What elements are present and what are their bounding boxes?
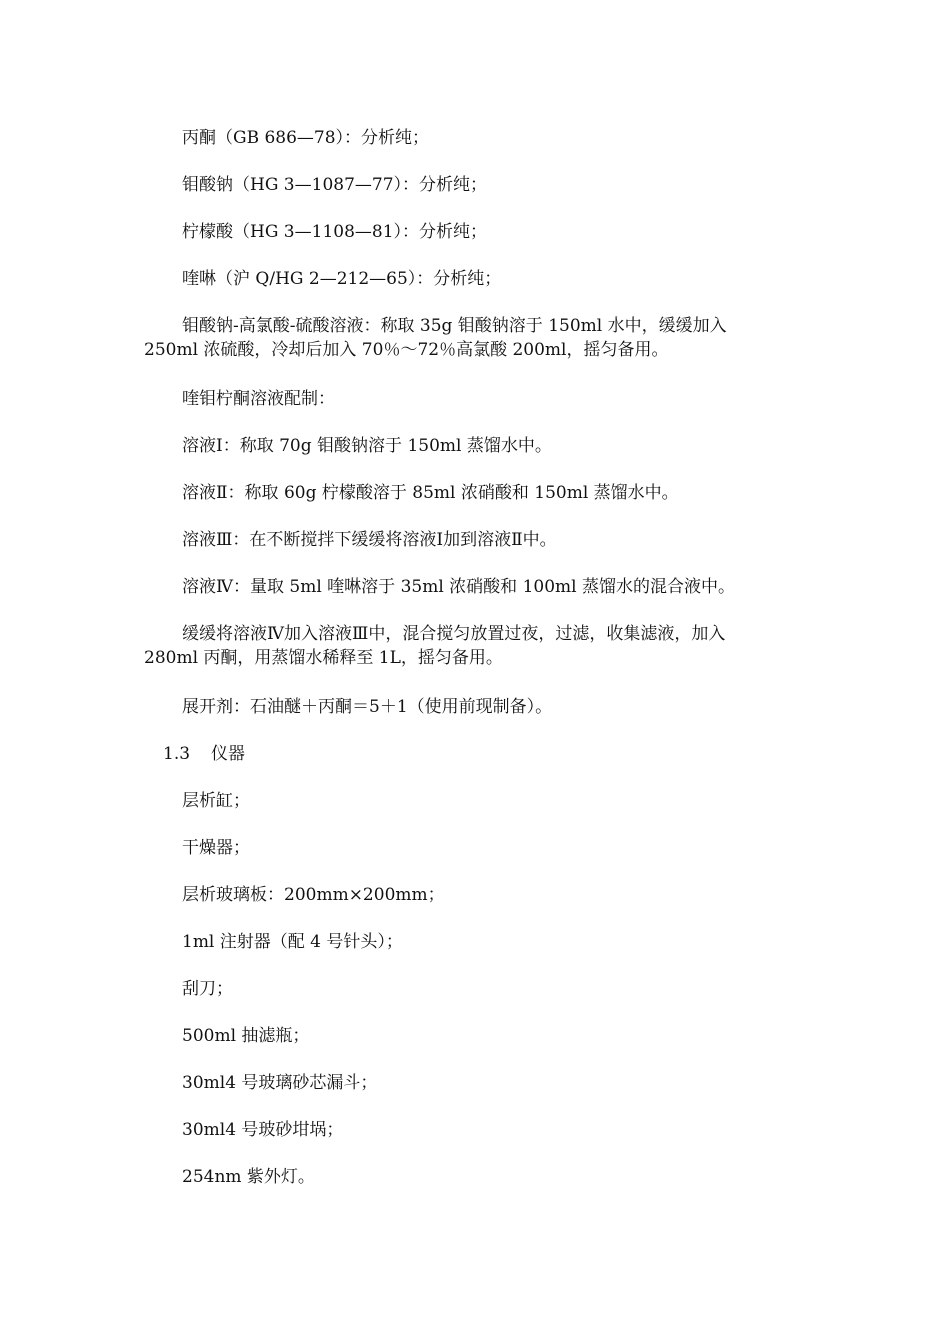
instrument-glass-plate: 层析玻璃板：200mm×200mm； (182, 885, 445, 905)
solution-3-step: 溶液Ⅲ：在不断搅拌下缓缓将溶液Ⅰ加到溶液Ⅱ中。 (182, 530, 557, 550)
solution-2-step: 溶液Ⅱ：称取 60g 柠檬酸溶于 85ml 浓硝酸和 150ml 蒸馏水中。 (182, 483, 679, 503)
instrument-suction-flask: 500ml 抽滤瓶； (182, 1026, 310, 1046)
solution-1-step: 溶液Ⅰ：称取 70g 钼酸钠溶于 150ml 蒸馏水中。 (182, 436, 552, 456)
reagent-prep-title: 喹钼柠酮溶液配制： (182, 389, 335, 409)
reagent-acetone: 丙酮（GB 686—78）：分析纯； (182, 128, 430, 148)
final-solution-line-1: 缓缓将溶液Ⅳ加入溶液Ⅲ中，混合搅匀放置过夜，过滤，收集滤液，加入 (182, 624, 726, 644)
molybdate-solution-paragraph (144, 314, 804, 362)
section-number: 1.3 (163, 744, 191, 764)
instrument-syringe: 1ml 注射器（配 4 号针头）； (182, 932, 403, 952)
reagent-sodium-molybdate: 钼酸钠（HG 3—1087—77）：分析纯； (182, 175, 488, 195)
instrument-sintered-crucible: 30ml4 号玻砂坩埚； (182, 1120, 344, 1140)
section-heading (163, 742, 245, 766)
instrument-sintered-funnel: 30ml4 号玻璃砂芯漏斗； (182, 1073, 378, 1093)
instrument-desiccator: 干燥器； (182, 838, 250, 858)
instrument-scraper: 刮刀； (182, 979, 233, 999)
developer-solvent: 展开剂：石油醚＋丙酮＝5＋1（使用前现制备）。 (182, 697, 553, 717)
instrument-chromatography-tank: 层析缸； (182, 791, 250, 811)
reagent-quinoline: 喹啉（沪 Q/HG 2—212—65）：分析纯； (182, 269, 502, 289)
final-solution-line-2: 280ml 丙酮，用蒸馏水稀释至 1L，摇匀备用。 (144, 648, 503, 668)
molybdate-solution-line-1: 钼酸钠-高氯酸-硫酸溶液：称取 35g 钼酸钠溶于 150ml 水中，缓缓加入 (182, 316, 727, 336)
instrument-uv-lamp: 254nm 紫外灯。 (182, 1167, 315, 1187)
section-title: 仪器 (211, 744, 245, 764)
solution-4-step: 溶液Ⅳ：量取 5ml 喹啉溶于 35ml 浓硝酸和 100ml 蒸馏水的混合液中。 (182, 577, 735, 597)
final-solution-paragraph (144, 622, 804, 670)
reagent-citric-acid: 柠檬酸（HG 3—1108—81）：分析纯； (182, 222, 488, 242)
molybdate-solution-line-2: 250ml 浓硫酸，冷却后加入 70％～72％高氯酸 200ml，摇匀备用。 (144, 340, 669, 360)
